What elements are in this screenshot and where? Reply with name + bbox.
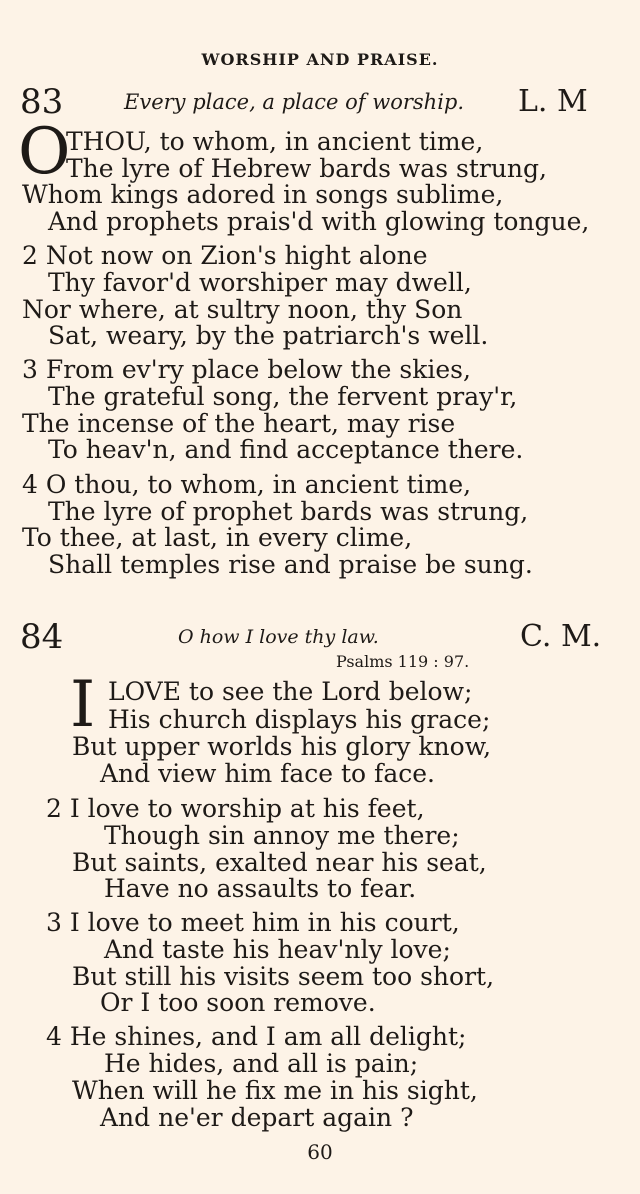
verse-line: And view him face to face.	[100, 759, 435, 788]
verse-line: To thee, at last, in every clime,	[22, 523, 413, 552]
verse-line: LOVE to see the Lord below;	[108, 677, 473, 706]
verse-line: 4 He shines, and I am all delight;	[46, 1022, 467, 1051]
verse-line: Shall temples rise and praise be sung.	[48, 550, 533, 579]
verse-line: THOU, to whom, in ancient time,	[66, 127, 484, 156]
drop-cap: I	[70, 668, 96, 742]
verse-line: To heav'n, and find acceptance there.	[48, 435, 524, 464]
verse-line: But still his visits seem too short,	[72, 962, 495, 991]
hymn-number: 84	[20, 617, 64, 657]
verse-line: 2 Not now on Zion's hight alone	[22, 241, 428, 270]
hymn-subtitle: Every place, a place of worship.	[124, 90, 465, 114]
verse-line: When will he fix me in his sight,	[72, 1076, 478, 1105]
hymn-subtitle: O how I love thy law.	[178, 626, 379, 648]
hymn-84-heading	[0, 617, 640, 657]
verse-line: 3 I love to meet him in his court,	[46, 908, 460, 937]
verse-line: Or I too soon remove.	[100, 988, 376, 1017]
hymn-meter: C. M.	[520, 619, 602, 654]
verse-line: 3 From ev'ry place below the skies,	[22, 355, 471, 384]
verse-line: He hides, and all is pain;	[104, 1049, 419, 1078]
verse-line: 2 I love to worship at his feet,	[46, 794, 425, 823]
hymn-number: 83	[20, 82, 64, 122]
verse-line: Though sin annoy me there;	[104, 821, 460, 850]
hymn-83-heading	[0, 82, 640, 122]
hymn-meter: L. M	[518, 84, 588, 119]
verse-line: His church displays his grace;	[108, 705, 491, 734]
verse-line: And prophets prais'd with glowing tongue,	[48, 207, 590, 236]
verse-line: The lyre of prophet bards was strung,	[48, 497, 529, 526]
verse-line: Have no assaults to fear.	[104, 874, 417, 903]
verse-line: But upper worlds his glory know,	[72, 732, 492, 761]
verse-line: The grateful song, the fervent pray'r,	[48, 382, 518, 411]
drop-cap: O	[18, 115, 71, 189]
verse-line: The lyre of Hebrew bards was strung,	[66, 154, 547, 183]
verse-line: But saints, exalted near his seat,	[72, 848, 487, 877]
verse-line: And ne'er depart again ?	[100, 1103, 414, 1132]
verse-line: Nor where, at sultry noon, thy Son	[22, 295, 463, 324]
verse-line: Whom kings adored in songs sublime,	[22, 180, 504, 209]
verse-line: The incense of the heart, may rise	[22, 409, 456, 438]
scripture-reference: Psalms 119 : 97.	[336, 652, 470, 671]
verse-line: Sat, weary, by the patriarch's well.	[48, 321, 489, 350]
page-header: WORSHIP AND PRAISE.	[201, 50, 439, 69]
verse-line: Thy favor'd worshiper may dwell,	[48, 268, 472, 297]
page-number: 60	[307, 1140, 333, 1164]
verse-line: And taste his heav'nly love;	[104, 935, 451, 964]
verse-line: 4 O thou, to whom, in ancient time,	[22, 470, 472, 499]
